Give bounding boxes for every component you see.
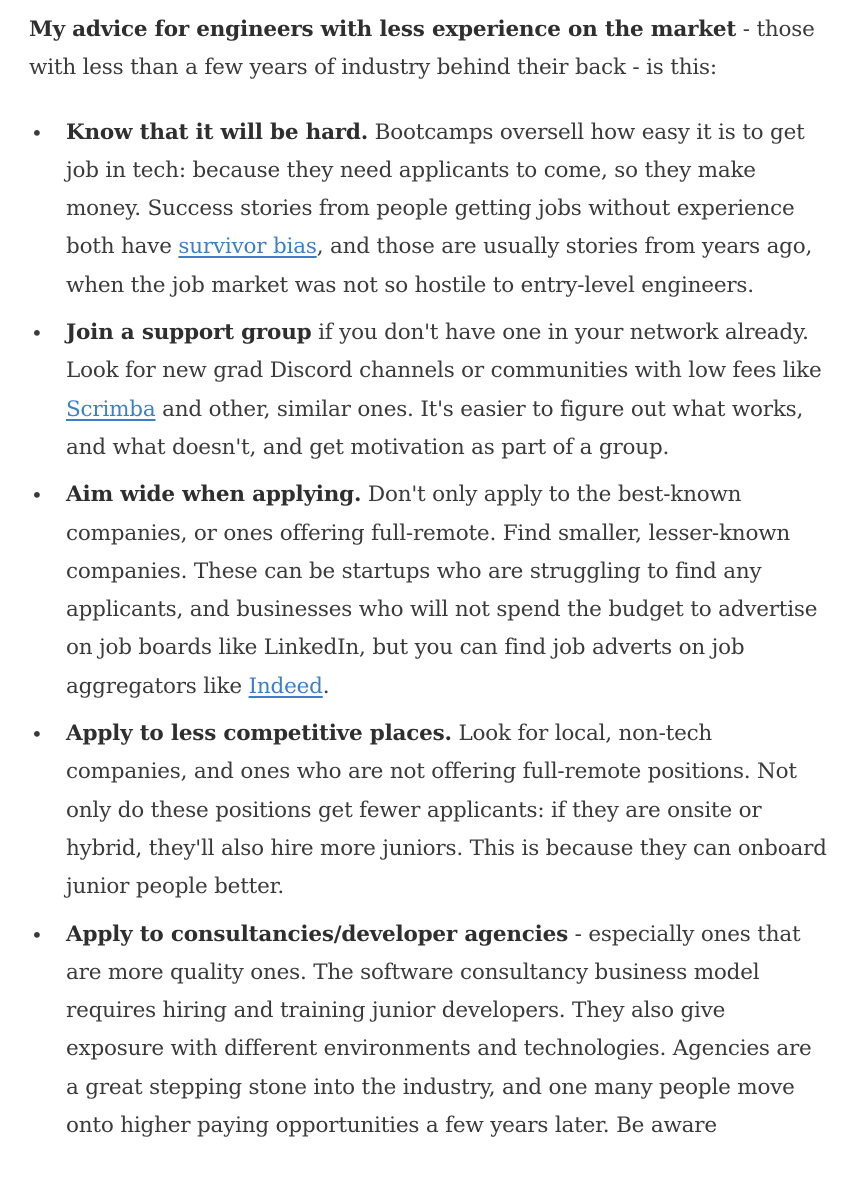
item-heading: Apply to consultancies/developer agencies	[66, 921, 569, 947]
item-text: Bootcamps oversell how easy it is to get job in tech: because they need applicants to come, so they make money. Success stories from people getting jobs without experience both have	[66, 119, 805, 260]
item-heading: Join a support group	[66, 320, 312, 346]
article-body	[29, 11, 829, 1154]
list-item-know-it-will-be-hard	[29, 114, 829, 305]
indeed-link[interactable]: Indeed	[248, 673, 323, 699]
item-text: Look for local, non-tech companies, and ones who are not offering full-remote positions. Not only do these positions get fewer applicants: if they are onsite or hybrid, they'll also hire more juniors. This is because they can onboard junior people better.	[66, 721, 827, 900]
intro-paragraph	[29, 11, 829, 88]
item-heading: Know that it will be hard.	[66, 119, 369, 145]
intro-bold: My advice for engineers with less experience on the market	[29, 17, 737, 42]
bullet-icon: •	[31, 483, 43, 508]
item-heading: Aim wide when applying.	[66, 482, 362, 508]
bullet-icon: •	[31, 922, 43, 947]
list-item-less-competitive-places	[29, 715, 829, 906]
list-item-aim-wide	[29, 476, 829, 706]
scrimba-link[interactable]: Scrimba	[66, 396, 156, 422]
item-text-continued: and other, similar ones. It's easier to figure out what works, and what doesn't, and get motivation as part of a group.	[66, 396, 804, 460]
bullet-icon: •	[31, 722, 43, 747]
item-text: - especially ones that are more quality ones. The software consultancy business model requires hiring and training junior developers. They also give exposure with different environments and technologies. Agencies are a great stepping stone into the industry, and one many people move onto higher paying opportunities a few years later. Be aware	[66, 921, 812, 1139]
list-item-consultancies	[29, 916, 829, 1146]
bullet-icon: •	[31, 120, 43, 145]
survivor-bias-link[interactable]: survivor bias	[178, 234, 317, 260]
item-text: if you don't have one in your network already. Look for new grad Discord channels or communities with low fees like	[66, 320, 822, 384]
item-text-continued: .	[322, 673, 330, 699]
item-heading: Apply to less competitive places.	[66, 721, 452, 747]
bullet-icon: •	[31, 321, 43, 346]
item-text: Don't only apply to the best-known companies, or ones offering full-remote. Find smaller, lesser-known companies. These can be startups who are struggling to find any applicants, and businesses who will not spend the budget to advertise on job boards like LinkedIn, but you can find job adverts on job aggregators like	[66, 482, 818, 699]
list-item-join-support-group	[29, 314, 829, 467]
advice-list	[29, 114, 829, 1146]
item-text-continued: , and those are usually stories from years ago, when the job market was not so hostile to entry-level engineers.	[66, 234, 813, 298]
intro-text: - those with less than a few years of industry behind their back - is this:	[29, 17, 815, 81]
